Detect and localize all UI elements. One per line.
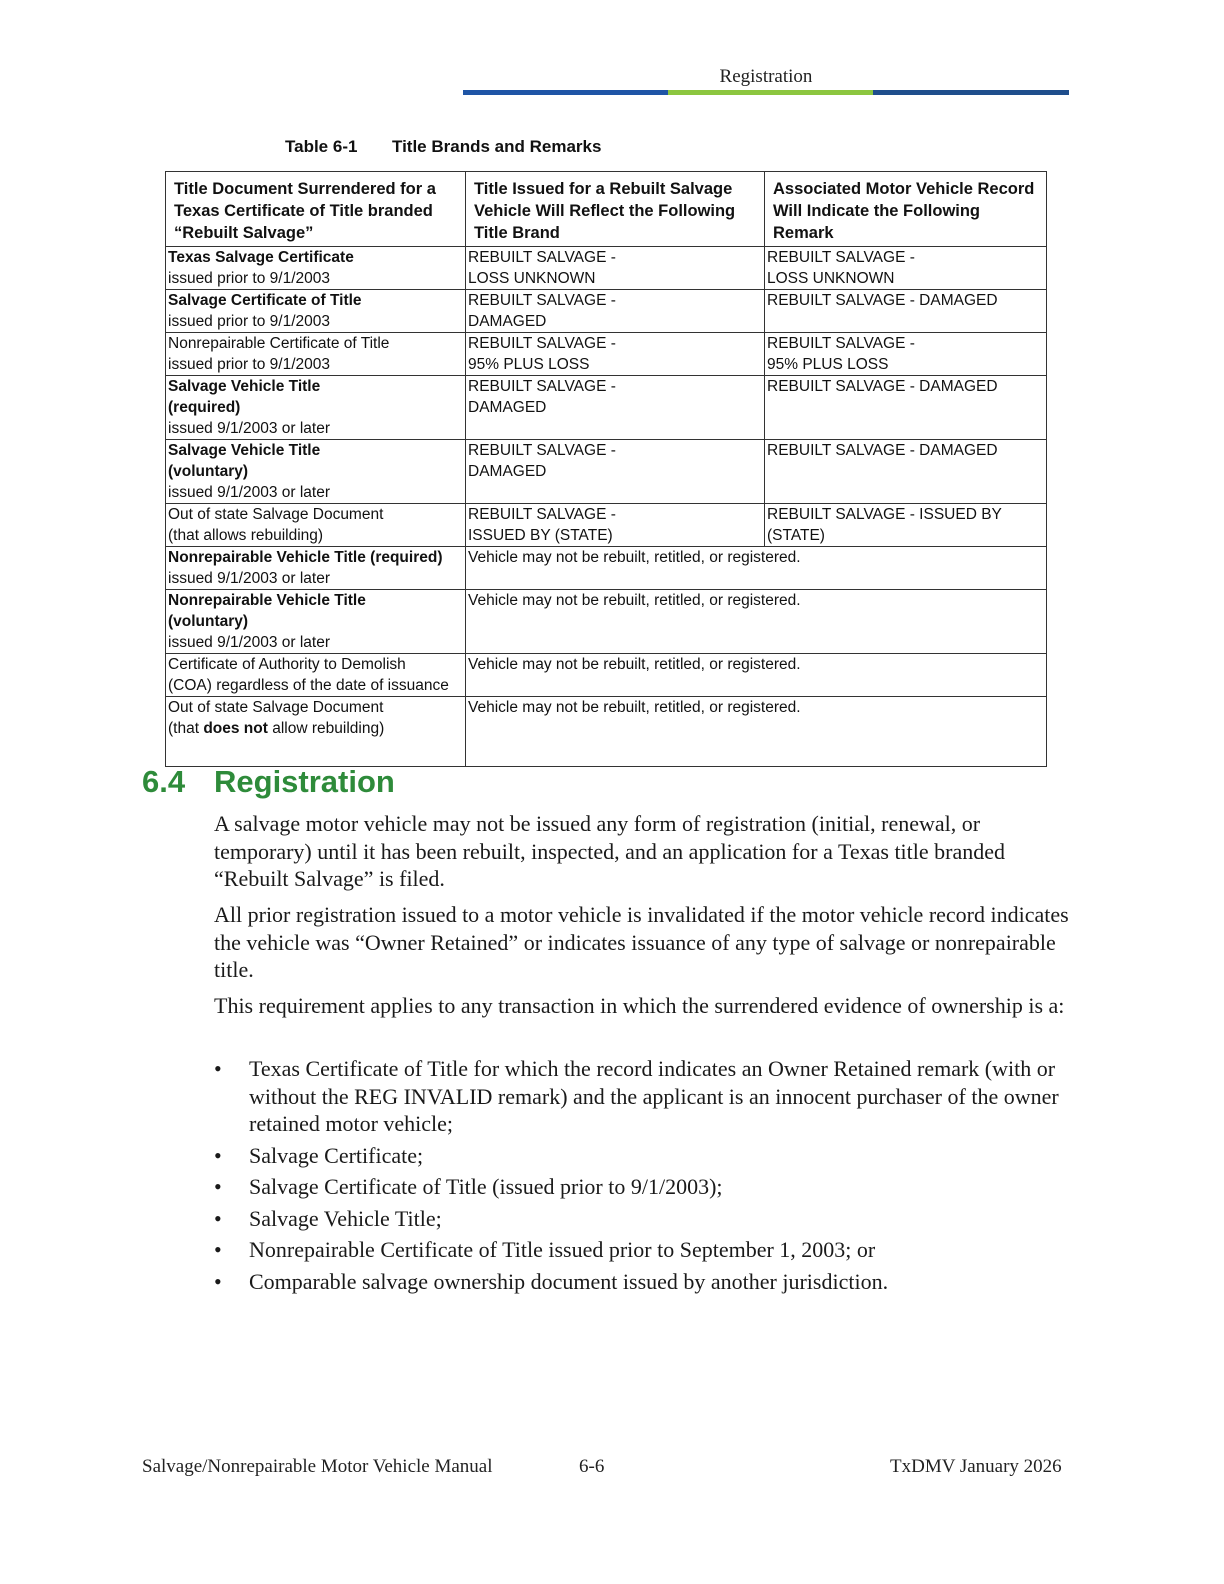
- section-heading: [142, 764, 395, 800]
- paragraph: A salvage motor vehicle may not be issued any form of registration (initial, renewal, or temporary) until it has been rebuilt, inspected, and an application for a Texas title branded “Rebuilt Salvage” is filed.: [214, 811, 1006, 891]
- table-row: [166, 654, 1047, 697]
- table-cell: [166, 440, 466, 504]
- doc-issued-pre: (that: [168, 720, 204, 737]
- doc-name: Certificate of Authority to Demolish: [168, 656, 406, 673]
- brand-line: 95% PLUS LOSS: [468, 356, 590, 373]
- brand-line: REBUILT SALVAGE -: [468, 506, 616, 523]
- table-header-cell: Title Document Surrendered for a Texas Certificate of Title branded “Rebuilt Salvage”: [166, 172, 466, 247]
- brand-line: REBUILT SALVAGE -: [468, 442, 616, 459]
- list-item: [214, 1055, 1074, 1138]
- table-cell-merged: Vehicle may not be rebuilt, retitled, or registered.: [466, 547, 1047, 590]
- list-item-text: Salvage Certificate;: [249, 1142, 424, 1168]
- list-item-text: Salvage Certificate of Title (issued prior to 9/1/2003);: [249, 1174, 723, 1199]
- table-cell: [466, 333, 765, 376]
- brand-line: REBUILT SALVAGE -: [468, 249, 616, 266]
- running-header: Registration: [719, 66, 813, 87]
- table-cell-merged: Vehicle may not be rebuilt, retitled, or registered.: [466, 654, 1047, 697]
- table-cell: [466, 247, 765, 290]
- paragraph: This requirement applies to any transaction in which the surrendered evidence of ownership is a:: [214, 993, 1065, 1018]
- table-cell: [166, 333, 466, 376]
- section-title: Registration: [214, 764, 395, 799]
- table-cell: [166, 547, 466, 590]
- doc-qualifier: (required): [168, 399, 241, 416]
- table-header-cell: Title Issued for a Rebuilt Salvage Vehicle Will Reflect the Following Title Brand: [466, 172, 765, 247]
- remark-line: 95% PLUS LOSS: [767, 356, 889, 373]
- section-number: 6.4: [142, 764, 186, 799]
- doc-issued: (COA) regardless of the date of issuance: [168, 677, 449, 694]
- doc-issued: issued 9/1/2003 or later: [168, 634, 330, 651]
- doc-issued: issued 9/1/2003 or later: [168, 420, 330, 437]
- list-item: [214, 1236, 1074, 1264]
- header-bar-green: [668, 90, 873, 95]
- list-item-text: Comparable salvage ownership document issued by another jurisdiction.: [249, 1268, 889, 1294]
- table-title: Title Brands and Remarks: [392, 137, 602, 156]
- table-row: [166, 590, 1047, 654]
- remark-line: REBUILT SALVAGE -: [767, 335, 915, 352]
- table-row: [166, 547, 1047, 590]
- footer-manual-title: Salvage/Nonrepairable Motor Vehicle Manual: [142, 1456, 493, 1477]
- table-row: [166, 440, 1047, 504]
- table-cell-merged: Vehicle may not be rebuilt, retitled, or registered.: [466, 590, 1047, 654]
- bullet-icon: •: [214, 1056, 222, 1081]
- table-cell: [166, 247, 466, 290]
- table-cell: [166, 590, 466, 654]
- table-cell: [466, 376, 765, 440]
- table-header-row: [166, 172, 1047, 247]
- table-row: [166, 376, 1047, 440]
- remark-line: REBUILT SALVAGE - ISSUED BY: [767, 506, 1002, 523]
- table-cell: [166, 697, 466, 767]
- doc-name: Salvage Vehicle Title: [168, 378, 321, 395]
- remark-line: LOSS UNKNOWN: [767, 270, 895, 287]
- brand-line: REBUILT SALVAGE -: [468, 292, 616, 309]
- table-number: Table 6-1: [285, 137, 358, 156]
- list-item: [214, 1173, 1074, 1201]
- brand-line: DAMAGED: [468, 399, 547, 416]
- paragraph: All prior registration issued to a motor vehicle is invalidated if the motor vehicle record indicates the vehicle was “Owner Retained” or indicates issuance of any type of salvage or nonrepairable title.: [214, 902, 1069, 982]
- brand-line: LOSS UNKNOWN: [468, 270, 596, 287]
- table-cell: [466, 290, 765, 333]
- table-cell: [765, 440, 1047, 504]
- bullet-icon: •: [214, 1205, 222, 1231]
- doc-name: Nonrepairable Vehicle Title (required): [168, 549, 443, 566]
- doc-issued: (that allows rebuilding): [168, 527, 324, 544]
- bullet-icon: •: [214, 1268, 222, 1294]
- requirement-list: [214, 1055, 1074, 1299]
- brand-line: REBUILT SALVAGE -: [468, 378, 616, 395]
- title-brands-table: [165, 171, 1047, 767]
- bullet-icon: •: [214, 1142, 222, 1168]
- table-cell: [466, 504, 765, 547]
- table-row: [166, 290, 1047, 333]
- doc-name: Salvage Vehicle Title: [168, 442, 321, 459]
- table-cell: [166, 654, 466, 697]
- footer-edition: TxDMV January 2026: [890, 1456, 1062, 1477]
- doc-qualifier: (voluntary): [168, 463, 249, 480]
- remark-line: REBUILT SALVAGE -: [767, 249, 915, 266]
- table-cell: [166, 504, 466, 547]
- doc-issued-post: allow rebuilding): [267, 720, 385, 737]
- table-cell: [765, 247, 1047, 290]
- table-cell-merged: Vehicle may not be rebuilt, retitled, or registered.: [466, 697, 1047, 767]
- doc-name: Out of state Salvage Document: [168, 699, 384, 716]
- doc-issued: issued prior to 9/1/2003: [168, 313, 330, 330]
- doc-qualifier: (voluntary): [168, 613, 249, 630]
- doc-name: Nonrepairable Certificate of Title: [168, 335, 390, 352]
- doc-issued: issued prior to 9/1/2003: [168, 270, 330, 287]
- table-caption: [285, 137, 601, 157]
- bullet-icon: •: [214, 1174, 222, 1199]
- brand-line: REBUILT SALVAGE -: [468, 335, 616, 352]
- table-row: [166, 333, 1047, 376]
- brand-line: DAMAGED: [468, 313, 547, 330]
- footer-page-number: 6-6: [579, 1456, 605, 1477]
- list-item: [214, 1268, 1074, 1296]
- header-bar-blue-right: [873, 90, 1069, 95]
- table-cell: [466, 440, 765, 504]
- doc-name: Texas Salvage Certificate: [168, 249, 354, 266]
- doc-name: Salvage Certificate of Title: [168, 292, 362, 309]
- table-row: [166, 697, 1047, 767]
- doc-issued-emphasis: does not: [203, 720, 268, 737]
- brand-line: DAMAGED: [468, 463, 547, 480]
- doc-issued: issued 9/1/2003 or later: [168, 484, 330, 501]
- table-row: [166, 504, 1047, 547]
- list-item-text: Nonrepairable Certificate of Title issued prior to September 1, 2003; or: [249, 1237, 876, 1262]
- table-cell: [765, 333, 1047, 376]
- doc-name: Nonrepairable Vehicle Title: [168, 592, 366, 609]
- brand-line: ISSUED BY (STATE): [468, 527, 613, 544]
- table-cell: [765, 290, 1047, 333]
- bullet-icon: •: [214, 1237, 222, 1262]
- list-item: [214, 1205, 1074, 1233]
- list-item: [214, 1142, 1074, 1170]
- remark-line: REBUILT SALVAGE - DAMAGED: [767, 378, 998, 395]
- doc-name: Out of state Salvage Document: [168, 506, 384, 523]
- remark-line: REBUILT SALVAGE - DAMAGED: [767, 442, 998, 459]
- doc-issued: issued 9/1/2003 or later: [168, 570, 330, 587]
- remark-line: REBUILT SALVAGE - DAMAGED: [767, 292, 998, 309]
- table-cell: [166, 290, 466, 333]
- remark-line: (STATE): [767, 527, 825, 544]
- table-cell: [765, 504, 1047, 547]
- list-item-text: Texas Certificate of Title for which the record indicates an Owner Retained remark (with or without the REG INVALID remark) and the applicant is an innocent purchaser of the owner retained motor vehicle;: [249, 1056, 1059, 1136]
- table-row: [166, 247, 1047, 290]
- table-header-cell: Associated Motor Vehicle Record Will Indicate the Following Remark: [765, 172, 1047, 247]
- table-cell: [166, 376, 466, 440]
- header-bar-blue: [463, 90, 668, 95]
- list-item-text: Salvage Vehicle Title;: [249, 1205, 442, 1231]
- doc-issued: issued prior to 9/1/2003: [168, 356, 330, 373]
- table-cell: [765, 376, 1047, 440]
